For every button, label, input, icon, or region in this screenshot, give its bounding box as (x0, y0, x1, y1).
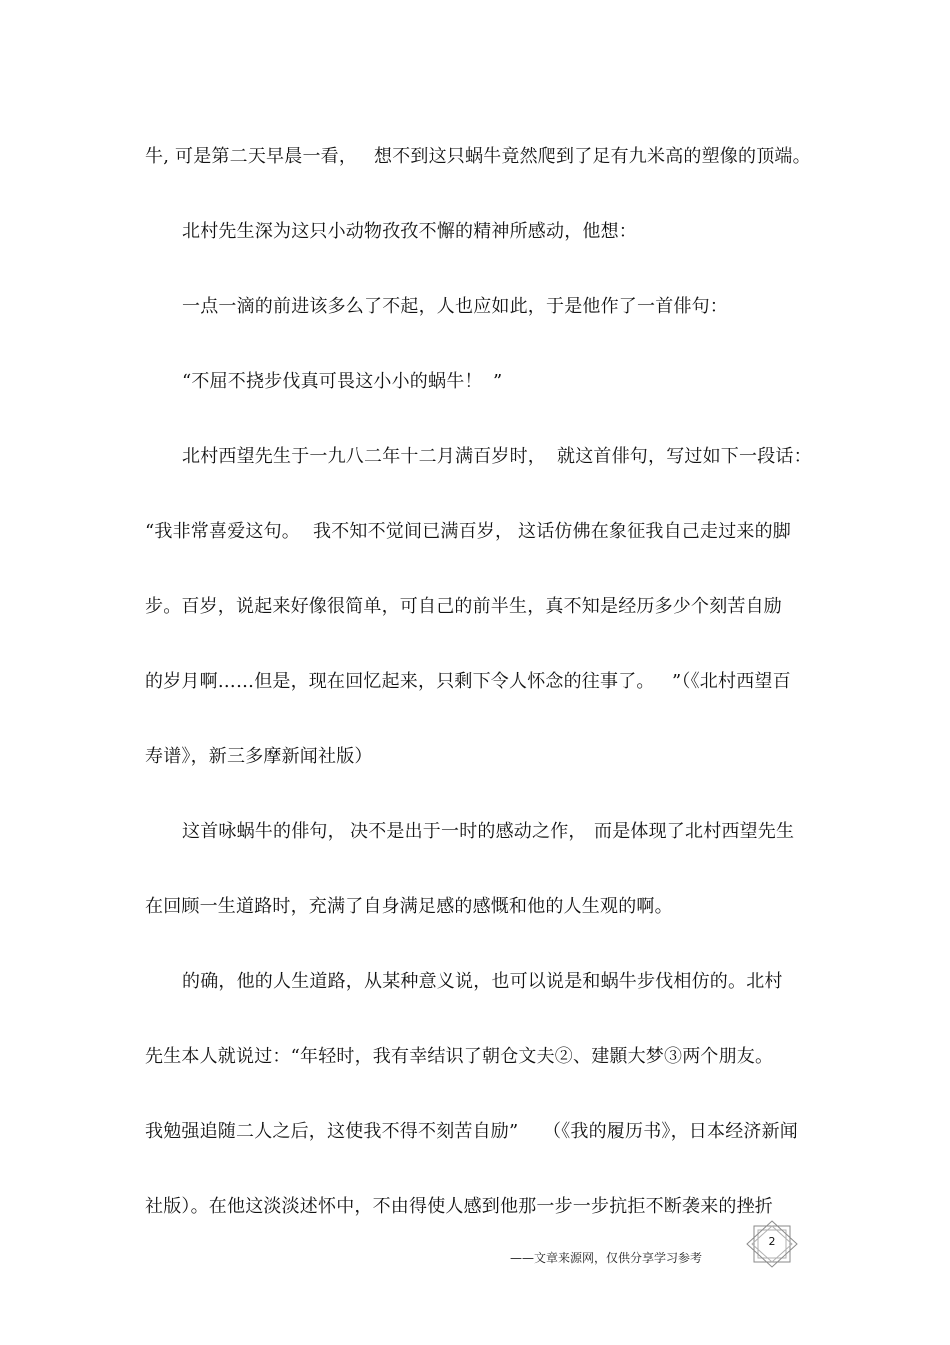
text-segment: 我不知不觉间已满百岁， (313, 521, 514, 542)
text-line-15 (0, 1195, 950, 1267)
text-segment: 的确，他的人生道路，从某种意义说，也可以说是和蜗牛步伐相仿的。北村 (182, 971, 783, 992)
text-segment: 而是体现了北村西望先生 (594, 821, 795, 842)
page-number-badge (744, 1220, 800, 1268)
text-segment: 的岁月啊……但是，现在回忆起来，只剩下令人怀念的往事了。 (145, 671, 655, 692)
text-segment: 我勉强追随二人之后，这使我不得不刻苦自励” (145, 1121, 519, 1142)
text-segment: 牛, 可是第二天早晨一看， (145, 146, 358, 167)
text-line-3 (0, 295, 950, 367)
text-segment: 这话仿佛在象征我自己走过来的脚 (518, 521, 791, 542)
text-segment: 这首咏蜗牛的俳句， (182, 821, 346, 842)
text-line-9 (0, 745, 950, 817)
text-segment: 先生本人就说过：“年轻时，我有幸结识了朝仓文夫②、建顥大梦③两个朋友。 (145, 1046, 774, 1067)
text-segment: 社版）。在他这淡淡述怀中，不由得使人感到他那一步一步抗拒不断袭来的挫折 (145, 1196, 773, 1217)
text-line-12 (0, 970, 950, 1042)
footer-source-note: ——文章来源网，仅供分享学习参考 (510, 1251, 703, 1265)
text-segment: 就这首俳句，写过如下一段话： (557, 446, 812, 467)
text-segment: 寿谱》，新三多摩新闻社版） (145, 746, 373, 767)
text-segment: 想不到这只蜗牛竟然爬到了足有九米高的塑像的顶端。 (374, 146, 811, 167)
text-segment: “不屈不挠步伐真可畏这小小的蜗牛！ (182, 371, 483, 392)
text-segment: 在回顾一生道路时，充满了自身满足感的感慨和他的人生观的啊。 (145, 896, 673, 917)
text-line-13 (0, 1045, 950, 1117)
text-segment: ”（《北村西望百 (672, 671, 791, 692)
text-segment: 北村西望先生于一九八二年十二月满百岁时， (182, 446, 546, 467)
text-segment: “我非常喜爱这句。 (145, 521, 301, 542)
text-line-7 (0, 595, 950, 667)
text-line-11 (0, 895, 950, 967)
page-number: 2 (768, 1235, 776, 1248)
text-segment: 一点一滴的前进该多么了不起，人也应如此，于是他作了一首俳句： (182, 296, 728, 317)
text-segment: 北村先生深为这只小动物孜孜不懈的精神所感动，他想： (182, 221, 637, 242)
text-segment: 步。百岁，说起来好像很简单，可自己的前半生，真不知是经历多少个刻苦自励 (145, 596, 782, 617)
text-segment: 决不是出于一时的感动之作， (350, 821, 587, 842)
text-segment: ” (493, 371, 503, 392)
text-line-2 (0, 220, 950, 292)
text-segment: （《我的履历书》，日本经济新闻 (543, 1121, 798, 1142)
